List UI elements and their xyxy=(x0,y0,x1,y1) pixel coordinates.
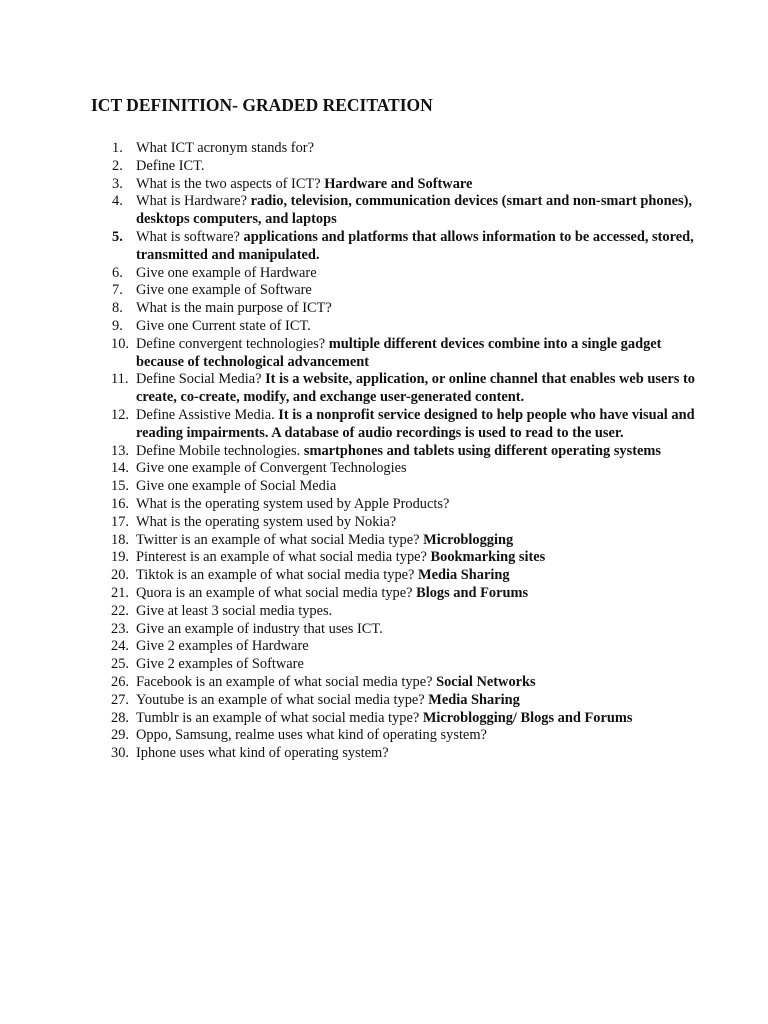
question-number: 10. xyxy=(111,335,129,352)
question-text: Define Mobile technologies. xyxy=(136,442,304,459)
question-text: Give at least 3 social media types. xyxy=(136,602,333,619)
question-text: What is the operating system used by Apple Products? xyxy=(136,495,450,512)
question-number: 8. xyxy=(112,300,123,317)
question-number: 13. xyxy=(111,442,129,459)
question-item xyxy=(91,514,708,532)
question-text: Give one example of Software xyxy=(136,282,312,299)
question-item xyxy=(91,727,708,745)
question-item xyxy=(91,710,708,728)
question-item xyxy=(91,176,708,194)
question-text: Pinterest is an example of what social media type? xyxy=(136,549,431,566)
question-text: Give one example of Hardware xyxy=(136,264,317,281)
question-item xyxy=(91,603,708,621)
question-number: 11. xyxy=(111,371,129,388)
question-number: 2. xyxy=(112,157,123,174)
question-text: Define Assistive Media. xyxy=(136,406,279,423)
question-item xyxy=(91,745,708,763)
question-number: 22. xyxy=(111,602,129,619)
question-text: What is software? xyxy=(136,228,244,245)
answer-text: It is a nonprofit service designed to help people who have visual and reading impairments. A database of audio recordings is used to read to the user. xyxy=(136,406,695,441)
question-number: 20. xyxy=(111,567,129,584)
answer-text: Social Networks xyxy=(436,673,536,690)
question-item xyxy=(91,407,708,443)
question-text: Define ICT. xyxy=(136,157,205,174)
question-item xyxy=(91,140,708,158)
question-text: Youtube is an example of what social media type? xyxy=(136,691,429,708)
question-item xyxy=(91,371,708,407)
question-number: 18. xyxy=(111,531,129,548)
question-text: What is the main purpose of ICT? xyxy=(136,300,332,317)
question-number: 16. xyxy=(111,495,129,512)
question-text: Define Social Media? xyxy=(136,371,266,388)
question-number: 19. xyxy=(111,549,129,566)
question-number: 4. xyxy=(112,193,123,210)
question-item xyxy=(91,532,708,550)
question-text: Give one Current state of ICT. xyxy=(136,317,311,334)
question-number: 15. xyxy=(111,478,129,495)
question-number: 30. xyxy=(111,745,129,762)
answer-text: radio, television, communication devices (smart and non-smart phones), desktops computers, and laptops xyxy=(136,193,692,228)
question-item xyxy=(91,193,708,229)
question-item xyxy=(91,567,708,585)
question-number: 12. xyxy=(111,406,129,423)
question-number: 26. xyxy=(111,673,129,690)
question-number: 6. xyxy=(112,264,123,281)
question-number: 17. xyxy=(111,513,129,530)
question-text: Give an example of industry that uses ICT. xyxy=(136,620,383,637)
question-text: Quora is an example of what social media type? xyxy=(136,584,417,601)
question-item xyxy=(91,229,708,265)
question-number: 9. xyxy=(112,317,123,334)
answer-text: applications and platforms that allows information to be accessed, stored, transmitted and manipulated. xyxy=(136,228,694,263)
answer-text: Blogs and Forums xyxy=(416,584,529,601)
question-text: Give one example of Social Media xyxy=(136,478,337,495)
question-item xyxy=(91,478,708,496)
question-item xyxy=(91,585,708,603)
question-number: 28. xyxy=(111,709,129,726)
question-text: Give 2 examples of Hardware xyxy=(136,638,309,655)
answer-text: smartphones and tablets using different operating systems xyxy=(303,442,661,459)
question-text: What is the operating system used by Nokia? xyxy=(136,513,397,530)
question-item xyxy=(91,443,708,461)
question-item xyxy=(91,621,708,639)
question-text: What is Hardware? xyxy=(136,193,251,210)
question-text: Oppo, Samsung, realme uses what kind of operating system? xyxy=(136,727,487,744)
question-item xyxy=(91,496,708,514)
answer-text: Media Sharing xyxy=(418,567,510,584)
answer-text: It is a website, application, or online channel that enables web users to create, co-create, modify, and exchange user-generated content. xyxy=(136,371,695,406)
question-text: Give 2 examples of Software xyxy=(136,656,304,673)
question-text: Iphone uses what kind of operating system? xyxy=(136,745,389,762)
question-item xyxy=(91,300,708,318)
answer-text: Microblogging xyxy=(423,531,514,548)
question-number: 24. xyxy=(111,638,129,655)
question-number: 7. xyxy=(112,282,123,299)
question-item xyxy=(91,674,708,692)
question-item xyxy=(91,549,708,567)
question-number: 3. xyxy=(112,175,123,192)
question-text: Define convergent technologies? xyxy=(136,335,329,352)
question-item xyxy=(91,692,708,710)
question-number: 29. xyxy=(111,727,129,744)
question-text: Facebook is an example of what social media type? xyxy=(136,673,437,690)
question-text: Twitter is an example of what social Media type? xyxy=(136,531,424,548)
answer-text: multiple different devices combine into a single gadget because of technological advancement xyxy=(136,335,662,370)
question-item xyxy=(91,282,708,300)
question-list xyxy=(91,140,708,763)
question-item xyxy=(91,638,708,656)
answer-text: Hardware and Software xyxy=(324,175,473,192)
question-item xyxy=(91,460,708,478)
question-text: Tumblr is an example of what social media type? xyxy=(136,709,423,726)
answer-text: Bookmarking sites xyxy=(430,549,546,566)
question-item xyxy=(91,336,708,372)
question-item xyxy=(91,656,708,674)
question-text: What is the two aspects of ICT? xyxy=(136,175,325,192)
question-number: 14. xyxy=(111,460,129,477)
question-number: 27. xyxy=(111,691,129,708)
question-text: What ICT acronym stands for? xyxy=(136,140,314,156)
question-item xyxy=(91,318,708,336)
question-number: 1. xyxy=(112,140,123,156)
question-item xyxy=(91,158,708,176)
question-text: Tiktok is an example of what social media type? xyxy=(136,567,419,584)
page-title: ICT DEFINITION- GRADED RECITATION xyxy=(91,95,433,115)
question-number: 25. xyxy=(111,656,129,673)
question-item xyxy=(91,265,708,283)
question-text: Give one example of Convergent Technologies xyxy=(136,460,407,477)
answer-text: Microblogging/ Blogs and Forums xyxy=(422,709,633,726)
question-number: 21. xyxy=(111,584,129,601)
answer-text: Media Sharing xyxy=(428,691,520,708)
question-number: 23. xyxy=(111,620,129,637)
question-number: 5. xyxy=(112,228,123,245)
